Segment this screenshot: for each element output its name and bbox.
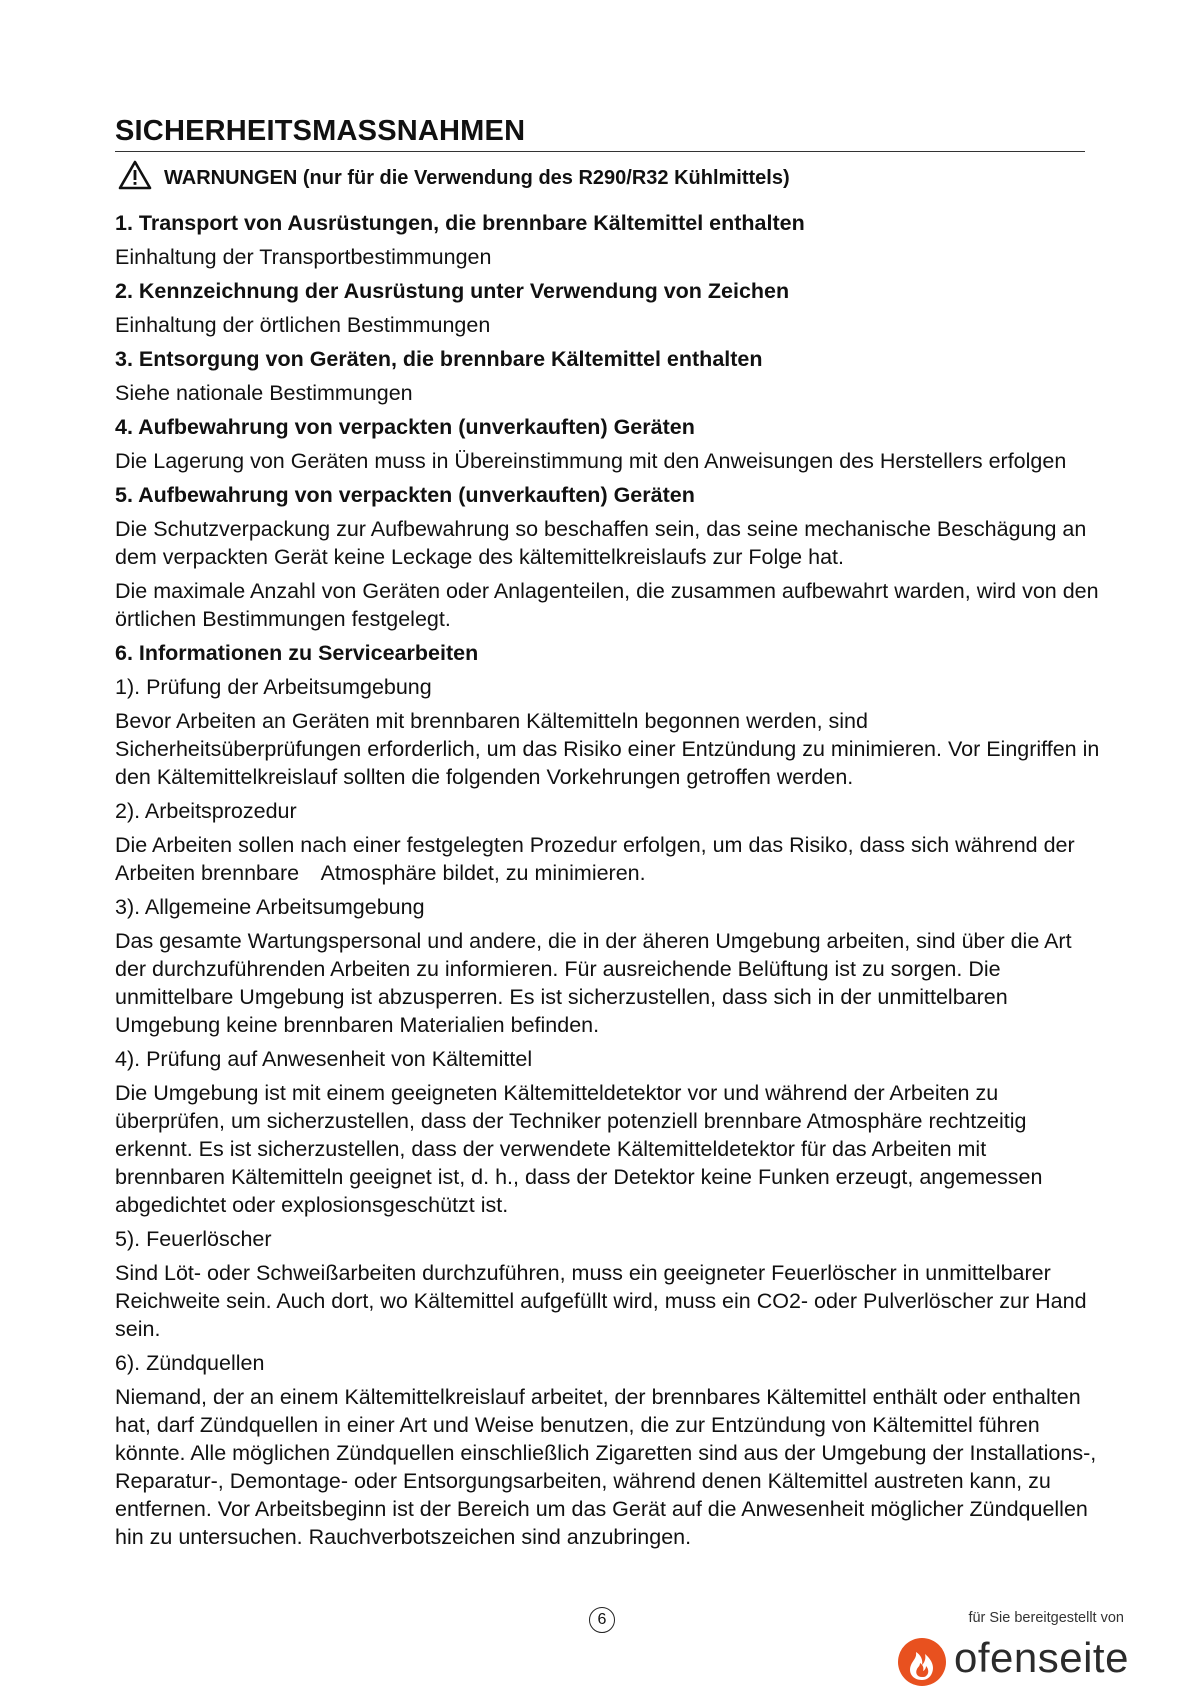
- document-body: [115, 209, 1100, 1557]
- page-title: SICHERHEITSMASSNAHMEN: [115, 112, 1085, 152]
- page-number: 6: [589, 1607, 615, 1633]
- flame-logo-icon: [894, 1632, 950, 1688]
- paragraph: Siehe nationale Bestimmungen: [115, 381, 413, 405]
- paragraph: Sind Löt- oder Schweißarbeiten durchzuführen, muss ein geeigneter Feuerlöscher in unmittelbarer Reichweite sein. Auch dort, wo Kältemittel aufgefüllt wird, muss ein CO2- oder Pulverlöscher zur Hand sein.: [115, 1261, 1087, 1341]
- section-heading: 5. Aufbewahrung von verpackten (unverkauften) Geräten: [115, 483, 695, 507]
- warning-text: WARNUNGEN (nur für die Verwendung des R290/R32 Kühlmittels): [164, 167, 790, 189]
- paragraph: 4). Prüfung auf Anwesenheit von Kältemittel: [115, 1047, 533, 1071]
- paragraph: 6). Zündquellen: [115, 1351, 265, 1375]
- paragraph: Die Arbeiten sollen nach einer festgelegten Prozedur erfolgen, um das Risiko, dass sich während der Arbeiten brennbare Atmosphäre bildet, zu minimieren.: [115, 833, 1075, 885]
- brand-footer: [894, 1610, 1134, 1684]
- paragraph: Die maximale Anzahl von Geräten oder Anlagenteilen, die zusammen aufbewahrt warden, wird von den örtlichen Bestimmungen festgelegt.: [115, 579, 1099, 631]
- paragraph: Niemand, der an einem Kältemittelkreislauf arbeitet, der brennbares Kältemittel enthält oder enthalten hat, darf Zündquellen in einer Art und Weise benutzen, die zur Entzündung von Kältemittel führen könnte. Alle möglichen Zündquellen einschließlich Zigaretten sind aus der Umgebung der Installations-, Reparatur-, Demontage- oder Entsorgungsarbeiten, während denen Kältemittel austreten kann, zu entfernen. Vor Arbeitsbeginn ist der Bereich um das Gerät auf die Anwesenheit möglicher Zündquellen hin zu untersuchen. Rauchverbotszeichen sind anzubringen.: [115, 1385, 1097, 1549]
- paragraph: Die Schutzverpackung zur Aufbewahrung so beschaffen sein, das seine mechanische Beschägung an dem verpackten Gerät keine Leckage des kältemittelkreislaufs zur Folge hat.: [115, 517, 1087, 569]
- paragraph: Das gesamte Wartungspersonal und andere, die in der äheren Umgebung arbeiten, sind über die Art der durchzuführenden Arbeiten zu informieren. Für ausreichende Belüftung ist zu sorgen. Die unmittelbare Umgebung ist abzusperren. Es ist sicherzustellen, dass sich in der unmittelbaren Umgebung keine brennbaren Materialien befinden.: [115, 929, 1072, 1037]
- paragraph: 5). Feuerlöscher: [115, 1227, 272, 1251]
- warning-triangle-icon: [118, 160, 152, 190]
- section-heading: 4. Aufbewahrung von verpackten (unverkauften) Geräten: [115, 415, 695, 439]
- brand-name: ofenseite: [954, 1634, 1129, 1681]
- section-heading: 1. Transport von Ausrüstungen, die brennbare Kältemittel enthalten: [115, 211, 805, 235]
- section-heading: 3. Entsorgung von Geräten, die brennbare Kältemittel enthalten: [115, 347, 763, 371]
- section-heading: 2. Kennzeichnung der Ausrüstung unter Verwendung von Zeichen: [115, 279, 790, 303]
- brand-tagline: für Sie bereitgestellt von: [968, 1610, 1124, 1626]
- paragraph: 3). Allgemeine Arbeitsumgebung: [115, 895, 425, 919]
- paragraph: Die Umgebung ist mit einem geeigneten Kältemitteldetektor vor und während der Arbeiten zu überprüfen, um sicherzustellen, dass der Techniker potenziell brennbare Atmosphäre rechtzeitig erkennt. Es ist sicherzustellen, dass der verwendete Kältemitteldetektor für das Arbeiten mit brennbaren Kältemitteln geeignet ist, d. h., dass der Detektor keine Funken erzeugt, angemessen abgedichtet oder explosionsgeschützt ist.: [115, 1081, 1043, 1217]
- paragraph: Einhaltung der Transportbestimmungen: [115, 245, 492, 269]
- paragraph: Die Lagerung von Geräten muss in Übereinstimmung mit den Anweisungen des Herstellers erfolgen: [115, 449, 1067, 473]
- warning-line: [118, 160, 790, 196]
- paragraph: Einhaltung der örtlichen Bestimmungen: [115, 313, 491, 337]
- paragraph: Bevor Arbeiten an Geräten mit brennbaren Kältemitteln begonnen werden, sind Sicherheitsüberprüfungen erforderlich, um das Risiko einer Entzündung zu minimieren. Vor Eingriffen in den Kältemittelkreislauf sollten die folgenden Vorkehrungen getroffen werden.: [115, 709, 1100, 789]
- paragraph: 2). Arbeitsprozedur: [115, 799, 297, 823]
- section-heading: 6. Informationen zu Servicearbeiten: [115, 641, 479, 665]
- paragraph: 1). Prüfung der Arbeitsumgebung: [115, 675, 432, 699]
